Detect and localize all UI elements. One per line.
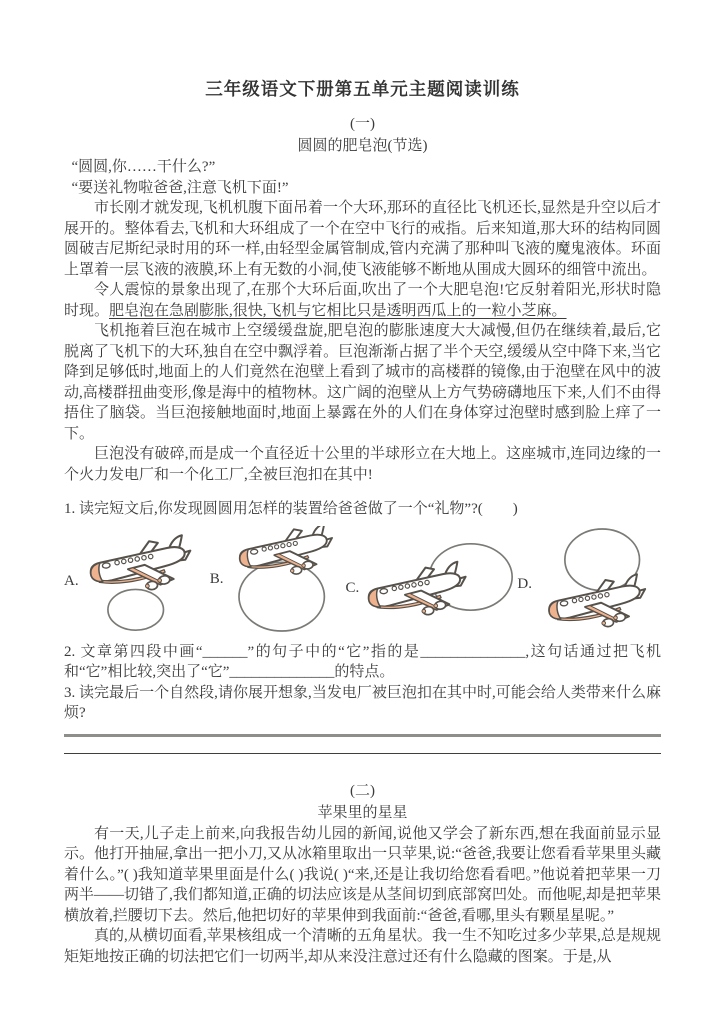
- option-a-label: A.: [64, 573, 79, 589]
- section2-title: 苹果里的星星: [317, 804, 408, 821]
- section2-number: (二): [350, 782, 375, 799]
- option-b-illustration: [226, 526, 342, 633]
- option-a-illustration: [82, 532, 207, 632]
- option-c: [346, 540, 515, 637]
- section1-paragraph-1: 市长刚才就发现,飞机机腹下面吊着一个大环,那环的直径比飞机还长,显然是升空以后才展开的。整体看去,飞机和大环组成了一个在空中飞行的戒指。后来知道,那大环的结构同圆圆破吉尼斯纪录时用的环一样,由轻型金属管制成,管内充满了那种叫飞液的魔鬼液体。环面上罩着一层飞液的液膜,环上有无数的小洞,使飞液能够不断地从围成大圆环的细管中流出。: [64, 200, 661, 278]
- question-3: 3. 读完最后一个自然段,请你展开想象,当发电厂被巨泡扣在其中时,可能会给人类带来什么麻烦?: [64, 684, 661, 721]
- page-title: 三年级语文下册第五单元主题阅读训练: [205, 79, 520, 99]
- question-1-options-row: [64, 526, 661, 638]
- dialog-line-2: “要送礼物啦爸爸,注意飞机下面!”: [71, 179, 289, 196]
- option-c-illustration: [362, 540, 514, 637]
- section1-paragraph-4: 巨泡没有破碎,而是成一个直径近十公里的半球形立在大地上。这座城市,连同边缘的一个火力发电厂和一个化工厂,全被巨泡扣在其中!: [64, 446, 661, 483]
- answer-line: [64, 753, 661, 754]
- dialog-line-1: “圆圆,你……干什么?”: [71, 159, 216, 175]
- section1-number: (一): [350, 116, 375, 132]
- question-1: 1. 读完短文后,你发现圆圆用怎样的装置给爸爸做了一个“礼物”?( ): [64, 501, 518, 517]
- section1-title: 圆圆的肥皂泡(节选): [297, 138, 428, 154]
- airplane-icon: [87, 534, 193, 595]
- question-2: 2. 文章第四段中画“______”的句子中的“它”指的是______________,这句话通过把飞机和“它”相比较,突出了“它”______________的特点。: [64, 643, 661, 680]
- option-d-label: D.: [517, 576, 532, 592]
- bubble-icon: [239, 562, 324, 631]
- bubble-icon: [108, 589, 164, 630]
- option-b: [210, 526, 343, 633]
- option-d: [517, 526, 661, 644]
- paragraph-2-normal-text: 令人震惊的景象出现了,在那个大环后面,吹出了一个大肥皂泡!它反射着阳光,形状时隐时现。: [64, 282, 661, 319]
- section1-paragraph-3: 飞机拖着巨泡在城市上空缓缓盘旋,肥皂泡的膨胀速度大大减慢,但仍在继续着,最后,它脱离了飞机下的大环,独自在空中飘浮着。巨泡渐渐占据了半个天空,缓缓从空中降下来,当它降到足够低时,地面上的人们竟然在泡壁上看到了城市的高楼群的镜像,由于泡壁在风中的波动,高楼群扭曲变形,像是海中的植物林。这广阔的泡壁从上方气势磅礴地压下来,人们不由得捂住了脑袋。当巨泡接触地面时,地面上暴露在外的人们在身体穿过泡壁时感到脸上痒了一下。: [64, 323, 661, 442]
- section2-paragraph-1: 有一天,儿子走上前来,向我报告幼儿园的新闻,说他又学会了新东西,想在我面前显示显示。他打开抽屉,拿出一把小刀,又从冰箱里取出一只苹果,说:“爸爸,我要让您看看苹果里头藏着什么。”( )我知道苹果里面是什么( )我说( )“来,还是让我切给您看看吧。”他说着把苹果一刀两半——切错了,我们都知道,正确的切法应该是从茎间切到底部窝凹处。而他呢,却是把苹果横放着,拦腰切下去。然后,他把切好的苹果伸到我面前:“爸爸,看哪,里头有颗星星呢。”: [64, 825, 661, 924]
- option-c-label: C.: [345, 579, 360, 596]
- answer-line: [64, 734, 661, 737]
- section2-paragraph-2: 真的,从横切面看,苹果核组成一个清晰的五角星状。我一生不知吃过多少苹果,总是规规矩矩地按正确的切法把它们一切两半,却从来没注意过还有什么隐藏的图案。于是,从: [64, 928, 661, 965]
- option-d-illustration: [535, 526, 661, 644]
- paragraph-2-underlined-text: 肥皂泡在急剧膨胀,很快,飞机与它相比只是透明西瓜上的一粒小芝麻。: [109, 302, 567, 319]
- section1-paragraph-2: [64, 280, 661, 321]
- option-a: [64, 532, 207, 632]
- option-b-label: B.: [209, 570, 224, 587]
